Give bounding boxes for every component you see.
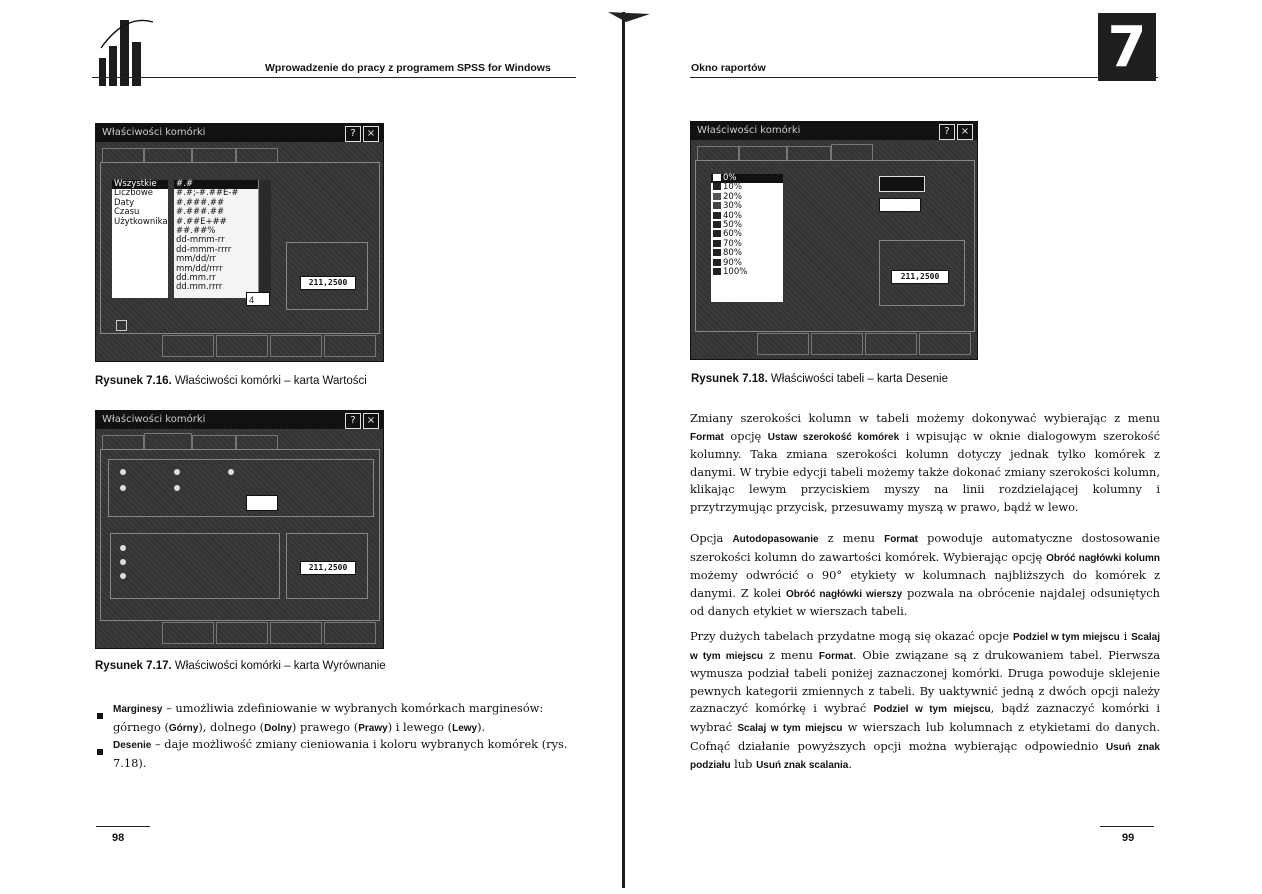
right-header-title: Okno raportów bbox=[691, 62, 766, 74]
tab-shading[interactable] bbox=[236, 148, 278, 163]
shade-swatch bbox=[713, 240, 721, 247]
radio-icon[interactable] bbox=[120, 559, 126, 565]
shade-swatch bbox=[713, 202, 721, 209]
format-item[interactable]: dd-mmm-rrrr bbox=[176, 244, 232, 255]
chapter-logo bbox=[95, 14, 155, 94]
format-item[interactable]: dd-mmm-rr bbox=[176, 235, 225, 246]
text-run: ), dolnego ( bbox=[198, 719, 265, 734]
keyword: Scalaj w tym miejscu bbox=[690, 632, 1161, 662]
format-list[interactable] bbox=[174, 180, 270, 298]
ok-button[interactable] bbox=[162, 335, 214, 357]
category-item[interactable]: Użytkownika bbox=[114, 216, 168, 227]
close-icon[interactable]: × bbox=[363, 413, 379, 429]
text-run: ) i lewego ( bbox=[387, 719, 453, 734]
tab-alignment[interactable] bbox=[739, 146, 787, 161]
shade-swatch bbox=[713, 268, 721, 275]
shade-item[interactable]: 60% bbox=[711, 230, 783, 239]
format-item[interactable]: ##.##% bbox=[176, 226, 216, 237]
decimals-value: 4 bbox=[249, 295, 255, 305]
left-header-title: Wprowadzenie do pracy z programem SPSS for Windows bbox=[265, 62, 551, 74]
shade-swatch bbox=[713, 193, 721, 200]
shade-swatch bbox=[713, 183, 721, 190]
radio-icon[interactable] bbox=[120, 573, 126, 579]
shade-item[interactable]: 50% bbox=[711, 221, 783, 230]
caption-text: Właściwości tabeli – karta Desenie bbox=[770, 373, 948, 385]
sample-preview: 211,2500 bbox=[300, 276, 356, 290]
keyword: Usuń znak podziału bbox=[690, 741, 1160, 772]
shade-item[interactable]: 40% bbox=[711, 212, 783, 221]
help-button[interactable] bbox=[324, 622, 376, 644]
shade-item[interactable]: 20% bbox=[711, 193, 783, 202]
close-icon[interactable]: × bbox=[363, 126, 379, 142]
close-icon[interactable]: × bbox=[957, 124, 973, 140]
format-item[interactable]: mm/dd/rr bbox=[176, 254, 216, 265]
paragraph-column-width bbox=[690, 410, 1160, 517]
horizontal-alignment-group bbox=[108, 459, 374, 517]
keyword: Górny bbox=[168, 722, 199, 734]
dialog-titlebar bbox=[691, 122, 977, 140]
text-run: ). bbox=[477, 719, 486, 734]
shade-item[interactable]: 90% bbox=[711, 259, 783, 268]
help-icon[interactable]: ? bbox=[345, 413, 361, 429]
bullet-shading bbox=[113, 736, 571, 772]
shade-item[interactable]: 0% bbox=[711, 174, 783, 183]
keyword: Format bbox=[818, 650, 853, 662]
tab-alignment[interactable] bbox=[144, 433, 192, 450]
help-button[interactable] bbox=[919, 333, 971, 355]
category-item[interactable]: Daty bbox=[114, 197, 135, 208]
caption-figure-18 bbox=[691, 373, 948, 385]
dialog-body bbox=[96, 142, 383, 361]
background-color-picker[interactable] bbox=[879, 198, 921, 212]
cancel-button[interactable] bbox=[811, 333, 863, 355]
text-run: możemy odwrócić o 90° etykiety w kolumnach najbliższych do komórek z danymi. Z kolei bbox=[690, 568, 1160, 600]
book-spine bbox=[622, 12, 625, 888]
checkbox-icon[interactable] bbox=[116, 320, 127, 331]
text-run: pozwala na obrócenie najdalej odsuniętych od danych etykiet w wierszach tabeli. bbox=[690, 585, 1161, 619]
bullet-marker bbox=[97, 713, 103, 719]
left-header-rule bbox=[92, 77, 576, 78]
paragraph-autofit bbox=[690, 530, 1160, 621]
ok-button[interactable] bbox=[162, 622, 214, 644]
radio-icon[interactable] bbox=[174, 485, 180, 491]
keyword: Ustaw szerokość komórek bbox=[767, 431, 900, 443]
tab-values[interactable] bbox=[102, 148, 144, 163]
tab-margins[interactable] bbox=[192, 148, 236, 163]
caption-figure-16 bbox=[95, 375, 367, 387]
caption-text: Właściwości komórki – karta Wartości bbox=[174, 375, 367, 387]
tab-values[interactable] bbox=[697, 146, 739, 161]
text-run: Zmiany szerokości kolumn w tabeli możemy dokonywać wybierając z menu bbox=[690, 411, 1160, 425]
format-list-scrollbar[interactable] bbox=[258, 180, 271, 298]
chapter-number: 7 bbox=[1098, 13, 1156, 81]
help-button[interactable] bbox=[324, 335, 376, 357]
keyword: Marginesy bbox=[113, 704, 163, 715]
table-properties-dialog-shading bbox=[690, 121, 978, 360]
text-run: w wierszach lub kolumnach z etykietami do danych. Cofnąć działanie powyższych opcji można wybierając odpowiednio bbox=[690, 719, 1160, 753]
format-item[interactable]: mm/dd/rrrr bbox=[176, 263, 223, 274]
dialog-body bbox=[691, 140, 977, 359]
text-run: . Obie związane są z drukowaniem tabel. Pierwsza wymusza podział tabeli poniżej zaznaczonej komórki. Druga powoduje sklejenie pewnych kategorii zmiennych z tabeli. By uaktywnić jedną z dwóch opcji należy zaznaczyć komórkę i wybrać bbox=[690, 647, 1161, 716]
shade-swatch bbox=[713, 174, 721, 181]
text-run: opcję bbox=[723, 428, 768, 443]
text-run: . bbox=[848, 757, 852, 772]
tab-margins[interactable] bbox=[787, 146, 831, 161]
keyword: Autodopasowanie bbox=[732, 534, 819, 545]
dialog-title: Właściwości komórki bbox=[102, 414, 206, 425]
apply-button[interactable] bbox=[270, 335, 322, 357]
keyword: Podziel w tym miejscu bbox=[873, 704, 991, 716]
text-run: lub bbox=[730, 757, 757, 772]
help-icon[interactable]: ? bbox=[939, 124, 955, 140]
format-item[interactable]: dd.mm.rrrr bbox=[176, 282, 223, 293]
tab-alignment[interactable] bbox=[144, 148, 192, 163]
shade-item[interactable]: 10% bbox=[711, 183, 783, 192]
left-footer-rule bbox=[96, 826, 150, 827]
category-item[interactable]: Liczbowe bbox=[114, 188, 154, 199]
category-item[interactable]: Wszystkie bbox=[112, 180, 168, 189]
apply-button[interactable] bbox=[270, 622, 322, 644]
dialog-body bbox=[96, 429, 383, 648]
decimals-stepper[interactable] bbox=[246, 292, 270, 306]
caption-label: Rysunek 7.18. bbox=[691, 373, 768, 385]
shade-swatch bbox=[713, 221, 721, 228]
paragraph-split-merge bbox=[690, 628, 1160, 775]
right-page bbox=[630, 0, 1262, 894]
tab-shading[interactable] bbox=[236, 435, 278, 450]
radio-icon[interactable] bbox=[120, 545, 126, 551]
keyword: Prawy bbox=[358, 722, 388, 734]
decimal-offset-stepper[interactable] bbox=[246, 495, 278, 511]
help-icon[interactable]: ? bbox=[345, 126, 361, 142]
text-run: powoduje automatyczne dostosowanie szerokości kolumn do zawartości komórek. Wybierając opcję bbox=[690, 531, 1160, 564]
format-item[interactable]: dd.mm.rr bbox=[176, 273, 216, 284]
keyword: Desenie bbox=[113, 740, 152, 751]
text-run: – daje możliwość zmiany cieniowania i koloru wybranych komórek (rys. 7.18). bbox=[113, 737, 568, 770]
text-run: ) prawego ( bbox=[291, 719, 359, 734]
dialog-title: Właściwości komórki bbox=[102, 127, 206, 138]
keyword: Lewy bbox=[452, 722, 478, 734]
right-footer-rule bbox=[1100, 826, 1154, 827]
radio-icon[interactable] bbox=[228, 469, 234, 475]
tab-margins[interactable] bbox=[192, 435, 236, 450]
dialog-title: Właściwości komórki bbox=[697, 125, 801, 136]
shade-item[interactable]: 100% bbox=[711, 268, 783, 277]
right-header-rule bbox=[690, 77, 1158, 78]
shade-swatch bbox=[713, 259, 721, 266]
caption-label: Rysunek 7.17. bbox=[95, 660, 172, 672]
cancel-button[interactable] bbox=[216, 335, 268, 357]
format-item[interactable]: #.# bbox=[174, 180, 270, 189]
shade-swatch bbox=[713, 230, 721, 237]
radio-icon[interactable] bbox=[120, 469, 126, 475]
dialog-titlebar bbox=[96, 411, 383, 429]
sample-preview: 211,2500 bbox=[300, 561, 356, 575]
ok-button[interactable] bbox=[757, 333, 809, 355]
format-item[interactable]: #.###.## bbox=[176, 197, 225, 208]
text-run: , bądź zaznaczyć komórki i wybrać bbox=[690, 701, 1160, 734]
format-item[interactable]: #.###.## bbox=[176, 207, 225, 218]
foreground-color-picker[interactable] bbox=[879, 176, 925, 192]
tab-values[interactable] bbox=[102, 435, 144, 450]
format-item[interactable]: #.##E+## bbox=[176, 216, 227, 227]
left-page-number: 98 bbox=[112, 832, 125, 844]
text-run: – umożliwia zdefiniowanie w wybranych komórkach marginesów: górnego ( bbox=[113, 701, 544, 734]
bullet-margins bbox=[113, 700, 571, 737]
keyword: Usuń znak scalania bbox=[756, 760, 849, 772]
text-run: z menu bbox=[762, 647, 819, 662]
keyword: Format bbox=[690, 431, 724, 443]
format-item[interactable]: #.#;-#.##E-# bbox=[176, 188, 239, 199]
shade-swatch bbox=[713, 249, 721, 256]
sample-preview: 211,2500 bbox=[891, 270, 949, 284]
tab-shading[interactable] bbox=[831, 144, 873, 161]
category-list[interactable] bbox=[112, 180, 168, 298]
bullet-marker bbox=[97, 749, 103, 755]
shade-item[interactable]: 80% bbox=[711, 249, 783, 258]
cancel-button[interactable] bbox=[216, 622, 268, 644]
dialog-titlebar bbox=[96, 124, 383, 142]
cell-properties-dialog-alignment bbox=[95, 410, 384, 649]
cell-properties-dialog-values bbox=[95, 123, 384, 362]
text-run: z menu bbox=[818, 531, 885, 545]
shade-item[interactable]: 70% bbox=[711, 240, 783, 249]
apply-button[interactable] bbox=[865, 333, 917, 355]
category-item[interactable]: Czasu bbox=[114, 207, 140, 218]
shade-item[interactable]: 30% bbox=[711, 202, 783, 211]
vertical-alignment-group bbox=[110, 533, 280, 599]
keyword: Dolny bbox=[264, 722, 292, 734]
text-run: Opcja bbox=[690, 531, 733, 545]
right-page-number: 99 bbox=[1122, 832, 1135, 844]
keyword: Podziel w tym miejscu bbox=[1012, 632, 1120, 643]
shade-swatch bbox=[713, 212, 721, 219]
keyword: Format bbox=[884, 534, 918, 545]
text-run: i bbox=[1119, 629, 1132, 643]
caption-figure-17 bbox=[95, 660, 386, 672]
radio-icon[interactable] bbox=[120, 485, 126, 491]
caption-text: Właściwości komórki – karta Wyrównanie bbox=[174, 660, 386, 672]
keyword: Scalaj w tym miejscu bbox=[737, 722, 843, 734]
shading-list[interactable] bbox=[711, 174, 783, 302]
keyword: Obróć nagłówki wierszy bbox=[785, 588, 903, 600]
keyword: Obróć nagłówki kolumn bbox=[1046, 552, 1160, 564]
text-run: Przy dużych tabelach przydatne mogą się okazać opcje bbox=[690, 629, 1013, 643]
text-run: i wpisując w oknie dialogowym szerokość kolumny. Taka zmiana szerokości kolumn dotyczy jednak tylko komórek z danymi. W trybie edycji tabeli możemy także dokonać zmiany szerokości kolumn, klikając lewym przyciskiem myszy na linii rozdzielającej kolumny i przytrzymując przycisk, przesuwamy myszą w prawo, bądź w lewo. bbox=[690, 428, 1160, 514]
radio-icon[interactable] bbox=[174, 469, 180, 475]
caption-label: Rysunek 7.16. bbox=[95, 375, 172, 387]
left-page bbox=[0, 0, 620, 894]
